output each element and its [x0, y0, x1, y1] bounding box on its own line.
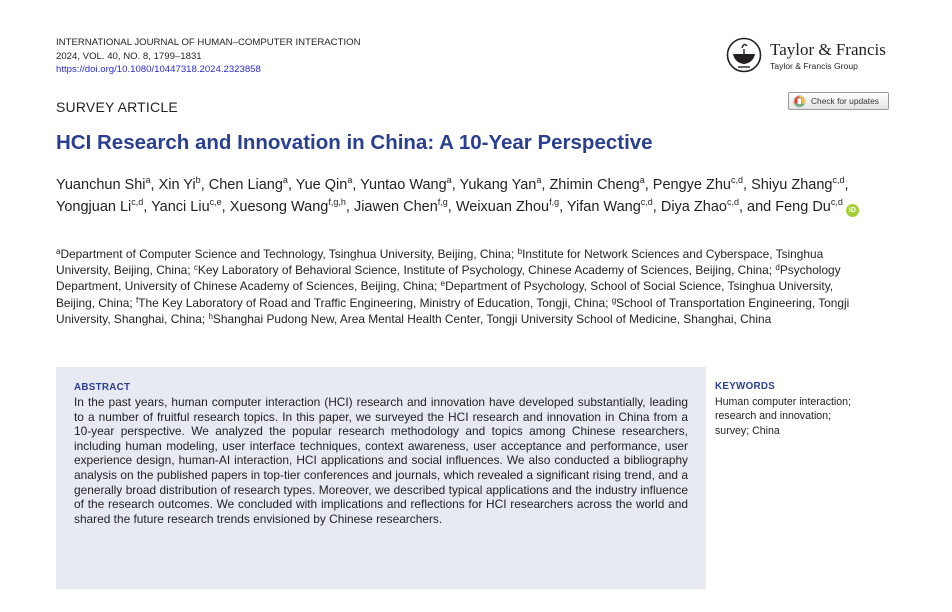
- author-affiliation-mark: c,d: [730, 175, 743, 185]
- author-name: Xuesong Wang: [229, 198, 329, 215]
- publisher-name: Taylor & Francis: [770, 40, 886, 59]
- author-name: Yuntao Wang: [360, 177, 447, 193]
- author-separator: ,: [287, 177, 296, 193]
- publisher-logo: [726, 37, 892, 73]
- affiliation-text: School of Transportation Engineering, Tongji University, Shanghai, China;: [56, 295, 850, 326]
- affiliation-text: Institute for Network Sciences and Cyberspace, Tsinghua University, Beijing, China;: [56, 247, 824, 278]
- author: [296, 177, 353, 193]
- author-separator: ,: [352, 177, 361, 193]
- abstract-box: [56, 367, 706, 589]
- author-separator: ,: [200, 177, 209, 193]
- author-separator: ,: [143, 198, 152, 215]
- publisher-lamp-icon: [726, 37, 762, 73]
- author-name: Yongjuan Li: [56, 198, 132, 215]
- author-affiliation-mark: a: [145, 175, 151, 185]
- author-affiliation-mark: f,g: [549, 196, 560, 207]
- author-affiliation-mark: a: [536, 175, 542, 185]
- abstract-text: In the past years, human computer interaction (HCI) research and innovation have developed substantially, leading to a number of fruitful research topics. In this paper, we surveyed the HCI research and innovation in China from a 10-year perspective. We analyzed the popular research methodology and topics among Chinese researchers, including human modeling, user interface techniques, context awareness, user acceptance and performance, user experience design, human-AI interaction, HCI applications and social influences. We also conducted a bibliography analysis on the published papers in top-tier conferences and journals, which revealed a significant rising trend, and a generally broad distribution of research types. Moreover, we described typical applications and the industry influence of the research outcomes. We concluded with implications and reflections for HCI researchers across the world and shared the future research trends envisioned by Chinese researchers.: [74, 395, 688, 526]
- author-separator: ,: [150, 177, 159, 193]
- article-title: HCI Research and Innovation in China: A 10-Year Perspective: [56, 131, 653, 154]
- author-separator: ,: [451, 177, 460, 193]
- author-name: Chen Liang: [208, 177, 283, 193]
- affiliation-text: Shanghai Pudong New, Area Mental Health Center, Tongji University School of Medicine, Shanghai, China: [212, 311, 772, 326]
- author: [455, 196, 560, 215]
- author: [229, 196, 346, 215]
- author-affiliation-mark: c,e: [209, 196, 222, 207]
- author-affiliation-mark: a: [282, 175, 288, 185]
- affiliation-key: a: [56, 247, 61, 256]
- affiliation-text: Department of Psychology, School of Social Science, Tsinghua University, Beijing, China;: [56, 279, 834, 310]
- author: [549, 177, 644, 193]
- author: [56, 177, 151, 193]
- author-affiliation-mark: a: [639, 175, 645, 185]
- author: [159, 177, 201, 193]
- author-name: Yanci Liu: [151, 198, 210, 215]
- affiliation-key: g: [611, 295, 617, 305]
- author-affiliation-mark: f,g: [437, 196, 448, 207]
- author: [566, 196, 653, 215]
- author-affiliation-mark: c,d: [726, 196, 739, 207]
- affiliation-text: Department of Computer Science and Technology, Tsinghua University, Beijing, China;: [60, 247, 518, 261]
- author-name: Xin Yi: [158, 177, 196, 193]
- author: [56, 196, 144, 215]
- author-name: Yifan Wang: [566, 198, 641, 215]
- author: [459, 177, 541, 193]
- author-affiliation-mark: c,d: [131, 196, 144, 207]
- article-type: SURVEY ARTICLE: [56, 99, 178, 115]
- author-name: Zhimin Cheng: [549, 177, 640, 193]
- author-name: Shiyu Zhang: [751, 177, 833, 193]
- author: [660, 196, 739, 215]
- affiliation-key: b: [517, 247, 523, 256]
- affiliation-text: Psychology Department, University of Chinese Academy of Sciences, Beijing, China;: [56, 263, 841, 294]
- journal-citation: 2024, VOL. 40, NO. 8, 1799–1831: [56, 50, 202, 62]
- affiliation-text: The Key Laboratory of Road and Traffic Engineering, Ministry of Education, Tongji, China;: [138, 295, 612, 310]
- check-updates-label: Check for updates: [811, 96, 879, 106]
- author: [209, 177, 288, 193]
- affiliation-text: Key Laboratory of Behavioral Science, Institute of Psychology, Chinese Academy of Sciences, Beijing, China;: [197, 263, 776, 278]
- author-affiliation-mark: a: [446, 175, 452, 185]
- author: [751, 177, 844, 193]
- author: [151, 196, 222, 215]
- author-separator: ,: [559, 198, 567, 215]
- affiliation-key: f: [135, 295, 139, 305]
- author-separator: ,: [844, 177, 849, 193]
- author-name: Weixuan Zhou: [455, 198, 550, 215]
- author-affiliation-mark: f,g,h: [328, 196, 346, 207]
- author-name: Yukang Yan: [459, 177, 537, 193]
- author-name: Yuanchun Shi: [56, 177, 146, 193]
- keywords-text: Human computer interaction; research and innovation; survey; China: [715, 396, 852, 437]
- orcid-icon[interactable]: iD: [846, 204, 859, 217]
- author: [353, 196, 448, 215]
- author-name: Feng Du: [775, 198, 831, 215]
- journal-header: [56, 36, 361, 77]
- author-affiliation-mark: c,d: [640, 196, 653, 207]
- journal-name: INTERNATIONAL JOURNAL OF HUMAN–COMPUTER INTERACTION: [56, 37, 361, 48]
- affiliation-key: c: [193, 263, 198, 273]
- author-list: [56, 175, 886, 218]
- author: [360, 177, 452, 193]
- author-separator: ,: [447, 198, 456, 215]
- affiliation-key: e: [440, 279, 446, 289]
- author-separator: ,: [345, 198, 354, 215]
- author-affiliation-mark: b: [195, 175, 201, 185]
- doi-link[interactable]: https://doi.org/10.1080/10447318.2024.2323858: [56, 64, 261, 75]
- affiliation-key: d: [775, 263, 780, 273]
- author-separator: ,: [652, 198, 661, 215]
- author-separator: ,: [541, 177, 550, 193]
- publisher-group: Taylor & Francis Group: [770, 61, 858, 71]
- check-updates-icon: [793, 95, 806, 108]
- abstract-heading: ABSTRACT: [74, 382, 131, 393]
- author-affiliation-mark: c,d: [830, 196, 843, 207]
- affiliations: [56, 246, 856, 327]
- author: [775, 196, 843, 215]
- author-separator: ,: [743, 177, 752, 193]
- author-affiliation-mark: a: [347, 175, 353, 185]
- affiliation-key: h: [208, 311, 213, 321]
- author-separator: , and: [738, 198, 776, 215]
- keywords-heading: KEYWORDS: [715, 381, 776, 392]
- author-name: Pengye Zhu: [652, 177, 731, 193]
- author-affiliation-mark: c,d: [832, 175, 845, 185]
- author-name: Yue Qin: [295, 177, 348, 193]
- author-name: Diya Zhao: [660, 198, 727, 215]
- author-name: Jiawen Chen: [353, 198, 438, 215]
- author-separator: ,: [221, 198, 230, 215]
- author: [653, 177, 743, 193]
- author-separator: ,: [644, 177, 653, 193]
- check-for-updates-button[interactable]: [788, 92, 889, 110]
